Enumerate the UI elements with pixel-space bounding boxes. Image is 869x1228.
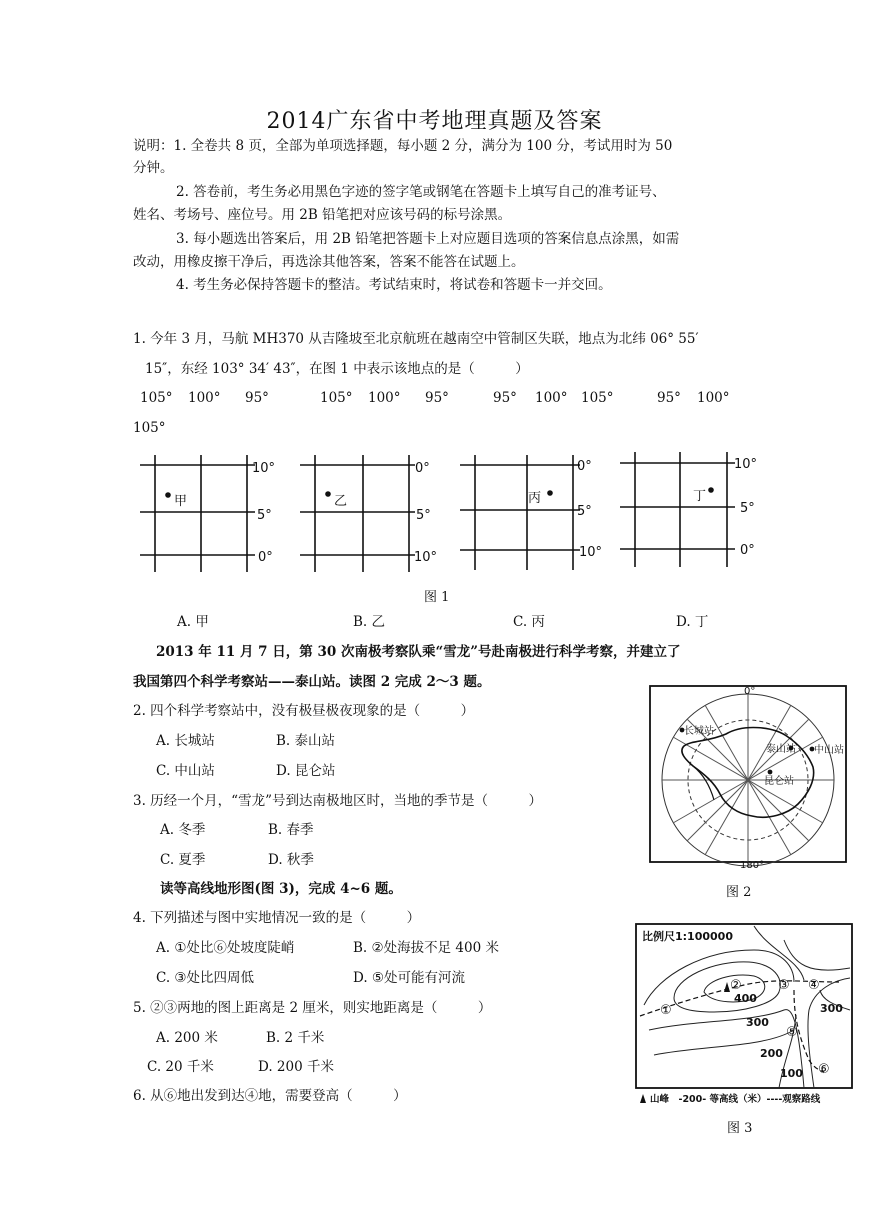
q2-option-b[interactable]: B. 泰山站	[276, 733, 336, 749]
grid-label-ding: 丁	[693, 489, 707, 504]
point-5: ⑤	[786, 1025, 798, 1040]
q3-option-c[interactable]: C. 夏季	[160, 852, 206, 868]
q1-option-c[interactable]: C. 丙	[513, 614, 545, 630]
instruction-2: 2. 答卷前，考生务必用黑色字迹的签字笔或钢笔在答题卡上填写自己的准考证号、	[176, 184, 666, 200]
lat-label: 10°	[414, 550, 438, 565]
q4-option-b[interactable]: B. ②处海拔不足 400 米	[353, 940, 499, 956]
lon-label: 95°	[493, 390, 517, 406]
q5-question: 5. ②③两地的图上距离是 2 厘米，则实地距离是（ ）	[133, 1000, 492, 1016]
peak-icon	[640, 1094, 646, 1103]
point-yi	[325, 491, 331, 497]
lat-label: 0°	[577, 459, 592, 474]
lat-label: 5°	[257, 508, 272, 523]
contour-label: 200	[760, 1047, 783, 1060]
lon-label: 100°	[697, 390, 730, 406]
contour-label: 300	[820, 1002, 843, 1015]
stem-q4-6: 读等高线地形图(图 3)，完成 4~6 题。	[160, 881, 402, 897]
instruction-4: 4. 考生务必保持答题卡的整洁。考试结束时，将试卷和答题卡一并交回。	[176, 277, 612, 293]
figure-2-caption: 图 2	[726, 885, 752, 900]
point-jia	[165, 492, 171, 498]
lon-label: 95°	[657, 390, 681, 406]
q1-option-d[interactable]: D. 丁	[676, 614, 709, 630]
lon-label: 105°	[320, 390, 353, 406]
point-bing	[547, 490, 553, 496]
lat-label: 10°	[579, 545, 603, 560]
station-taishan: 泰山站	[766, 744, 796, 755]
q4-option-a[interactable]: A. ①处比⑥处坡度陡峭	[156, 940, 295, 956]
instruction-3-cont: 改动，用橡皮擦干净后，再选涂其他答案，答案不能答在试题上。	[133, 254, 525, 270]
point-4: ④	[808, 978, 820, 993]
grid-label-bing: 丙	[528, 491, 542, 506]
point-6: ⑥	[818, 1062, 830, 1077]
q2-option-c[interactable]: C. 中山站	[156, 763, 215, 779]
figure-3-caption: 图 3	[727, 1121, 753, 1136]
q3-option-a[interactable]: A. 冬季	[160, 822, 206, 838]
lat-label: 10°	[252, 461, 276, 476]
grid-label-jia: 甲	[174, 494, 188, 509]
q1-text-line1: 1. 今年 3 月，马航 MH370 从吉隆坡至北京航班在越南空中管制区失联，地点为北纬 06° 55′	[133, 331, 699, 347]
q1-option-a[interactable]: A. 甲	[177, 614, 209, 630]
q2-question: 2. 四个科学考察站中，没有极昼极夜现象的是（ ）	[133, 703, 475, 719]
q6-question: 6. 从⑥地出发到达④地，需要登高（ ）	[133, 1088, 407, 1104]
lat-label: 0°	[740, 543, 755, 558]
point-ding	[708, 487, 714, 493]
station-changcheng: 长城站	[684, 726, 714, 737]
fig3-scale: 比例尺1:100000	[642, 930, 733, 943]
figure-1	[130, 450, 780, 575]
fig2-label-180: 180°	[740, 860, 765, 871]
q5-option-a[interactable]: A. 200 米	[156, 1030, 218, 1046]
contour-label: 300	[746, 1016, 769, 1029]
lon-label: 100°	[368, 390, 401, 406]
q5-option-d[interactable]: D. 200 千米	[258, 1059, 334, 1075]
q1-text-line2: 15″，东经 103° 34′ 43″，在图 1 中表示该地点的是（ ）	[145, 361, 529, 377]
stem-q2-3-line2: 我国第四个科学考察站——泰山站。读图 2 完成 2～3 题。	[133, 674, 491, 690]
point-1: ①	[660, 1003, 672, 1018]
grid-label-yi: 乙	[334, 494, 348, 509]
instruction-3: 3. 每小题选出答案后，用 2B 铅笔把答题卡上对应题目选项的答案信息点涂黑，如需	[176, 231, 680, 247]
fig2-label-0: 0°	[744, 686, 756, 697]
stem-q2-3-line1: 2013 年 11 月 7 日，第 30 次南极考察队乘“雪龙”号赴南极进行科学考察，并建立了	[156, 644, 681, 660]
lon-label: 105°	[581, 390, 614, 406]
q3-option-d[interactable]: D. 秋季	[268, 852, 314, 868]
lon-label: 95°	[425, 390, 449, 406]
instruction-1: 说明：1. 全卷共 8 页，全部为单项选择题，每小题 2 分，满分为 100 分，考试用时为 50	[133, 138, 673, 154]
point-2: ②	[730, 978, 742, 993]
lat-label: 0°	[258, 550, 273, 565]
lat-label: 10°	[734, 457, 758, 472]
q1-option-b[interactable]: B. 乙	[353, 614, 386, 630]
q5-option-c[interactable]: C. 20 千米	[147, 1059, 214, 1075]
point-3: ③	[778, 978, 790, 993]
q2-option-d[interactable]: D. 昆仑站	[276, 763, 336, 779]
lat-label: 5°	[416, 508, 431, 523]
figure-2-antarctica-map	[648, 682, 848, 872]
q4-option-c[interactable]: C. ③处比四周低	[156, 970, 255, 986]
q4-question: 4. 下列描述与图中实地情况一致的是（ ）	[133, 910, 421, 926]
q4-option-d[interactable]: D. ⑤处可能有河流	[353, 970, 466, 986]
lat-label: 0°	[415, 461, 430, 476]
lat-label: 5°	[740, 501, 755, 516]
lon-label: 95°	[245, 390, 269, 406]
contour-label: 400	[734, 992, 757, 1005]
lon-label: 105°	[140, 390, 173, 406]
instruction-2-cont: 姓名、考场号、座位号。用 2B 铅笔把对应该号码的标号涂黑。	[133, 207, 512, 223]
lon-label: 100°	[188, 390, 221, 406]
fig3-legend: 山峰 -200- 等高线（米）----观察路线	[650, 1094, 821, 1105]
figure-3-contour-map	[634, 920, 856, 1110]
q3-option-b[interactable]: B. 春季	[268, 822, 314, 838]
page-title: 2014广东省中考地理真题及答案	[266, 109, 603, 134]
station-zhongshan: 中山站	[814, 745, 844, 756]
lat-label: 5°	[577, 504, 592, 519]
lon-label: 105°	[133, 420, 166, 436]
instruction-1-cont: 分钟。	[133, 160, 174, 176]
station-kunlun: 昆仑站	[764, 776, 794, 787]
contour-label: 100	[780, 1067, 803, 1080]
lon-label: 100°	[535, 390, 568, 406]
figure-1-caption: 图 1	[424, 590, 450, 605]
q5-option-b[interactable]: B. 2 千米	[266, 1030, 325, 1046]
q3-question: 3. 历经一个月，“雪龙”号到达南极地区时，当地的季节是（ ）	[133, 793, 542, 809]
q2-option-a[interactable]: A. 长城站	[156, 733, 215, 749]
